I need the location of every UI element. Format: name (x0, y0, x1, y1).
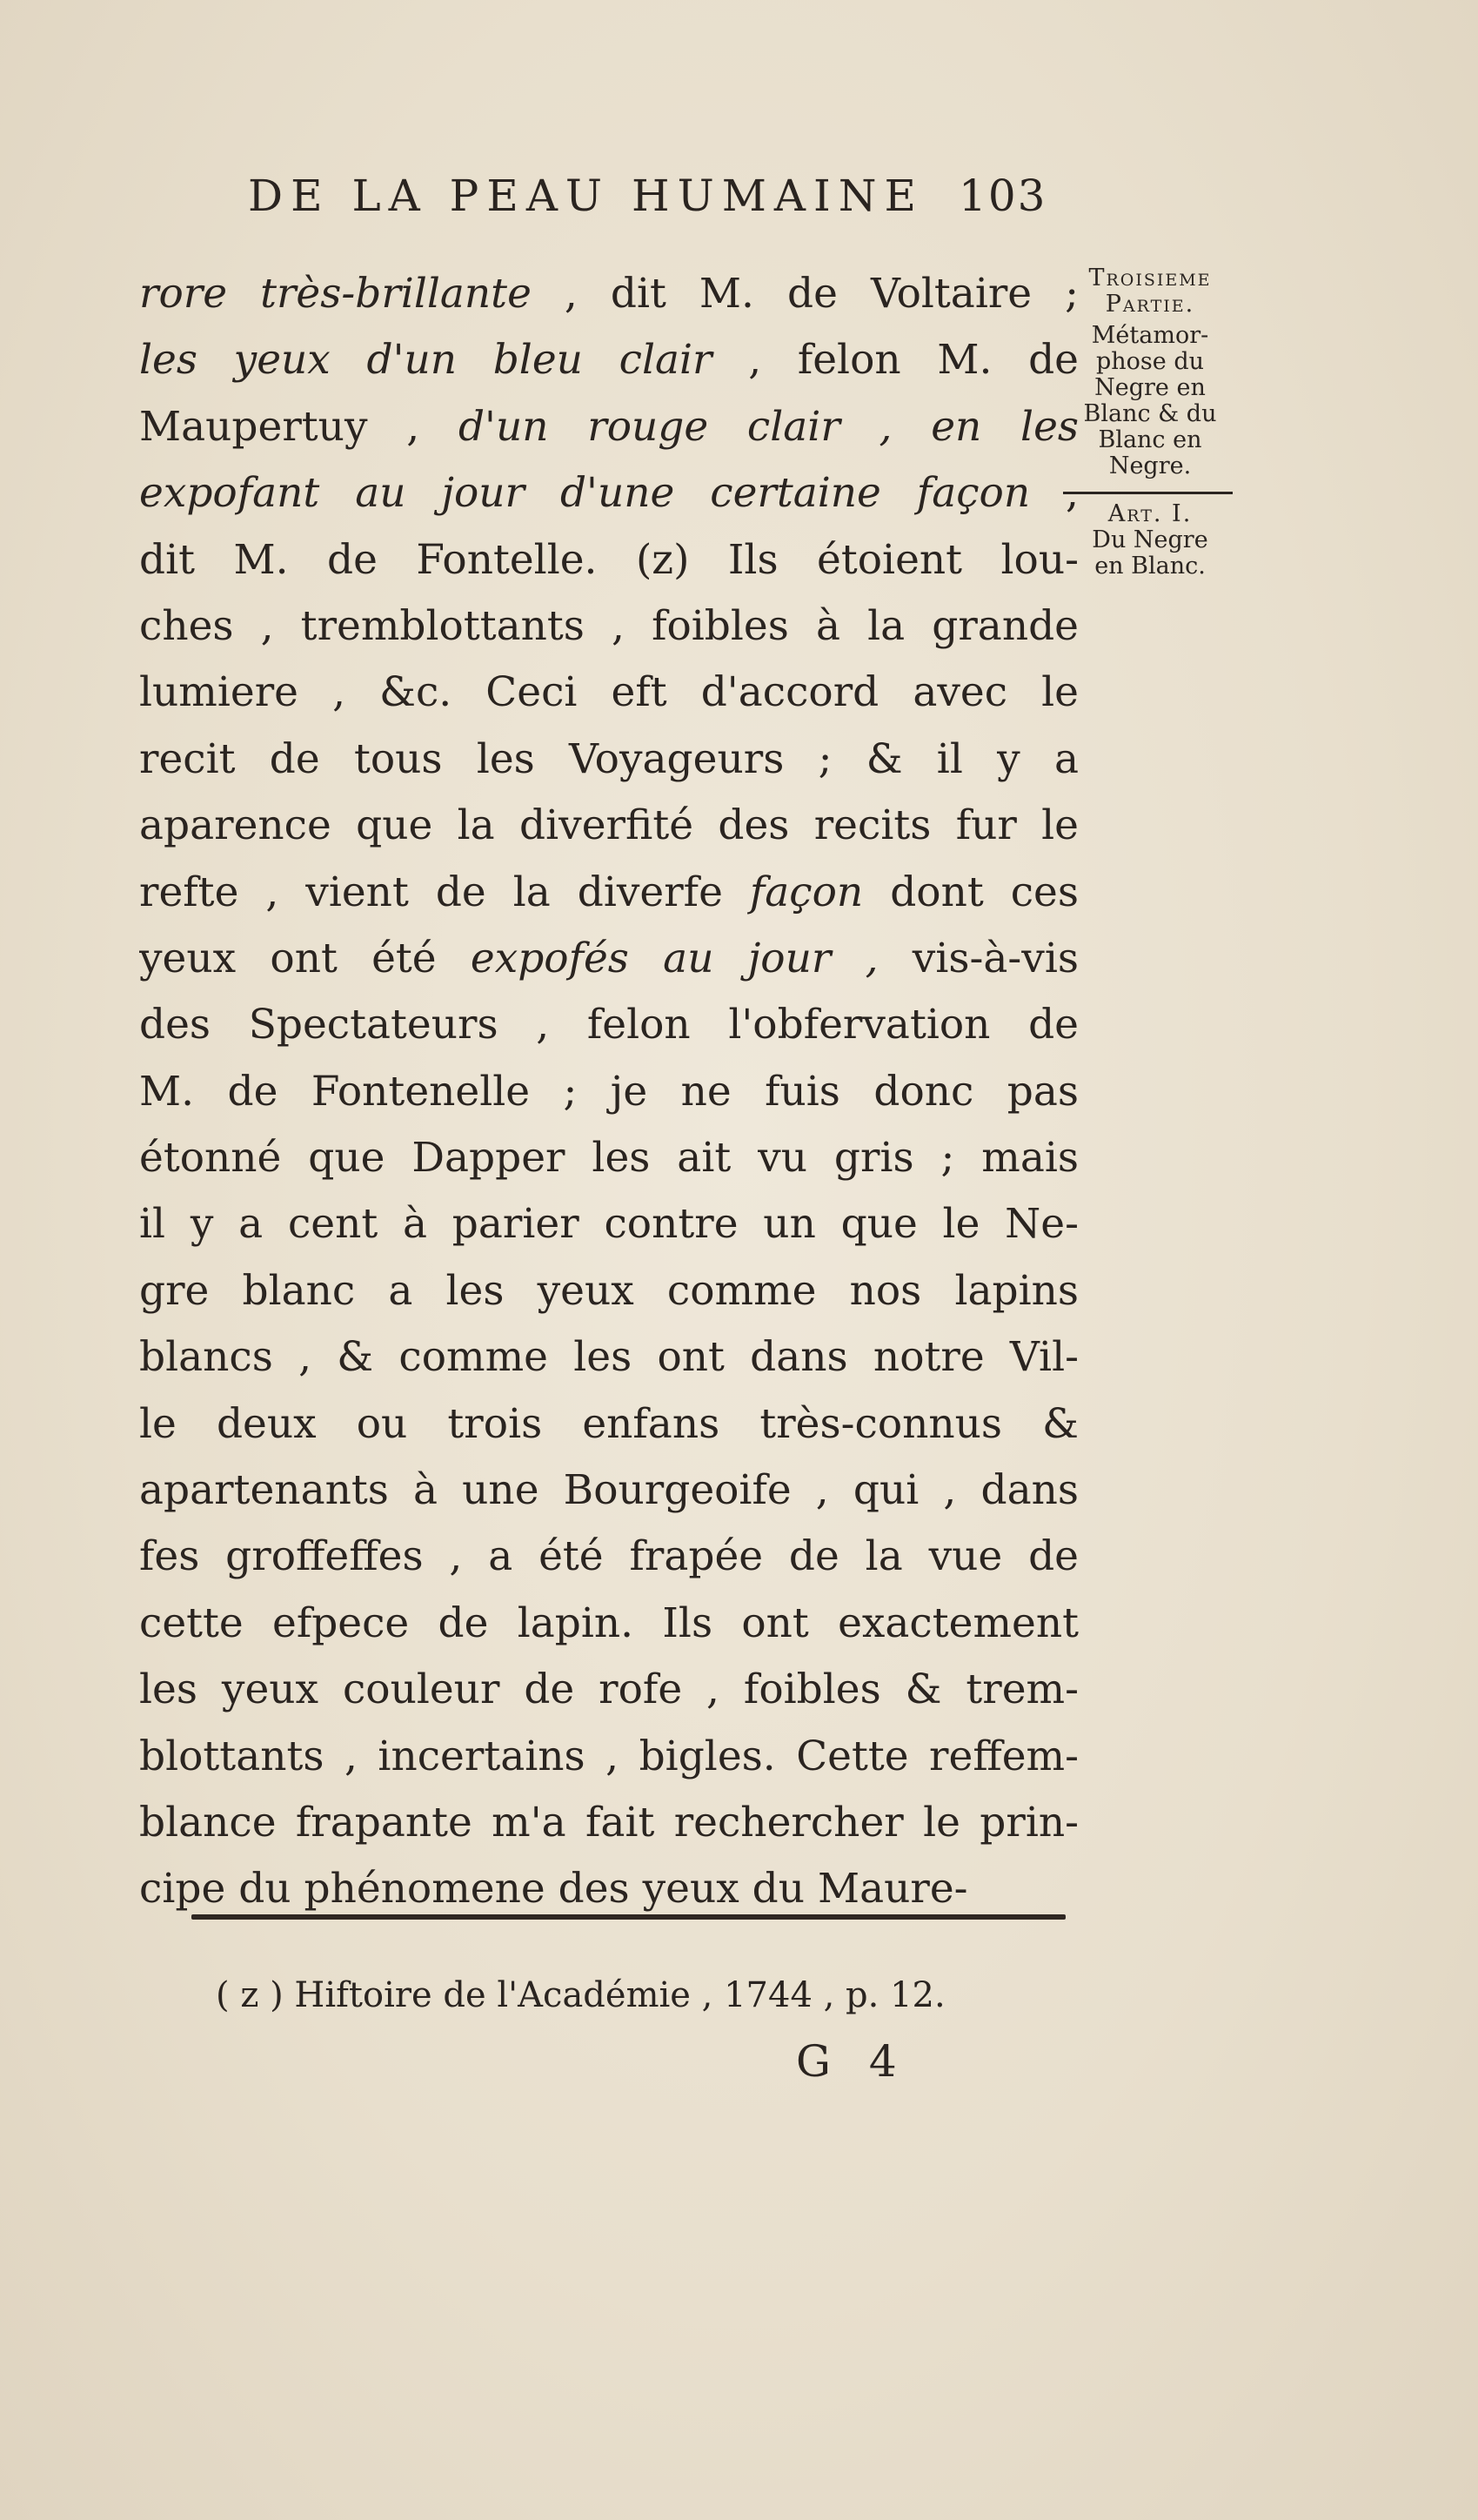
margin-notes (1063, 265, 1237, 580)
running-title: DE LA PEAU HUMAINE (248, 171, 925, 221)
margin-part-line: Partie. (1105, 291, 1195, 318)
text-line: blottants , incertains , bigles. Cette reffem- (139, 1732, 1079, 1780)
margin-subject-line: Blanc en (1098, 426, 1202, 453)
margin-subject-line: Negre. (1108, 452, 1192, 479)
text-line: cipe du phénomene des yeux du Maure- (139, 1865, 968, 1913)
page-number: 103 (959, 171, 1047, 221)
text-line: expofant au jour d'une certaine façon , (139, 469, 1079, 518)
text-line: les yeux couleur de rofe , foibles & trem- (139, 1665, 1079, 1714)
text-line: blance frapante m'a fait rechercher le prin- (139, 1798, 1079, 1846)
text-line: lumiere , &c. Ceci eft d'accord avec le (139, 668, 1079, 717)
footnote-rule (191, 1914, 1066, 1920)
text-line: M. de Fontenelle ; je ne fuis donc pas (139, 1067, 1079, 1116)
text-line: aparence que la diverfité des recits fur le (139, 801, 1079, 850)
margin-subject-line: Métamor- (1091, 322, 1209, 349)
text-line: rore très-brillante , dit M. de Voltaire ; (139, 270, 1079, 318)
margin-article: Art. I. (1107, 500, 1193, 527)
text-line: cette efpece de lapin. Ils ont exactement (139, 1598, 1079, 1647)
body-text (139, 261, 1079, 1923)
signature-mark: G 4 (796, 2036, 909, 2087)
footnote: ( z ) Hiftoire de l'Académie , 1744 , p. 12. (216, 1975, 946, 2015)
text-line: étonné que Dapper les ait vu gris ; mais (139, 1134, 1079, 1183)
text-line: apartenants à une Bourgeoife , qui , dans (139, 1466, 1079, 1515)
margin-article-subject: Du Negre (1092, 526, 1208, 553)
text-line: le deux ou trois enfans très-connus & (139, 1399, 1079, 1448)
text-line: des Spectateurs , felon l'obfervation de (139, 1001, 1079, 1049)
text-line: les yeux d'un bleu clair , felon M. de (139, 336, 1079, 385)
running-header (248, 171, 1047, 221)
text-line: recit de tous les Voyageurs ; & il y a (139, 734, 1079, 783)
text-line: blancs , & comme les ont dans notre Vil- (139, 1333, 1079, 1382)
margin-article-subject: en Blanc. (1094, 553, 1206, 580)
margin-subject-line: Negre en (1094, 374, 1206, 401)
margin-subject-line: phose du (1095, 348, 1205, 375)
text-line: yeux ont été expofés au jour , vis-à-vis (139, 934, 1079, 982)
margin-divider (1063, 492, 1233, 494)
text-line: ches , tremblottants , foibles à la grande (139, 601, 1079, 650)
text-line: fes groffeffes , a été frapée de la vue de (139, 1532, 1079, 1581)
text-line: Maupertuy , d'un rouge clair , en les (139, 402, 1079, 451)
text-line: refte , vient de la diverfe façon dont ces (139, 868, 1079, 916)
text-line: gre blanc a les yeux comme nos lapins (139, 1266, 1079, 1315)
margin-subject-line: Blanc & du (1083, 400, 1217, 427)
text-line: dit M. de Fontelle. (z) Ils étoient lou- (139, 535, 1079, 584)
margin-part-line: Troisieme (1088, 265, 1212, 292)
text-line: il y a cent à parier contre un que le Ne- (139, 1200, 1079, 1249)
